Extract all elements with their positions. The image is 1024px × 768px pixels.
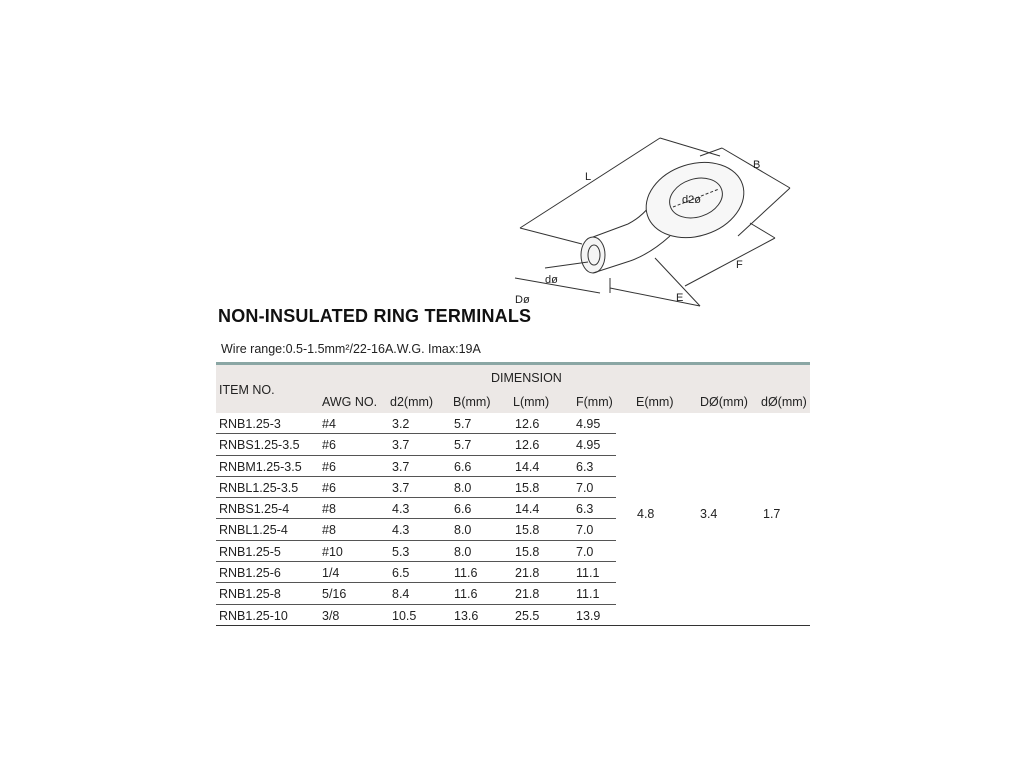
cell-l: 15.8 [515, 544, 540, 559]
cell-d2: 4.3 [392, 502, 410, 517]
cell-f: 4.95 [576, 417, 601, 431]
header-dD: DØ(mm) [700, 395, 748, 409]
table-row [216, 456, 810, 477]
table-row [216, 498, 810, 519]
cell-item: RNB1.25-6 [219, 566, 281, 581]
table-row [216, 583, 810, 604]
l-ext-right [660, 138, 720, 156]
cell-d2: 3.7 [392, 480, 410, 495]
cell-b: 8.0 [454, 544, 472, 559]
cell-f: 7.0 [576, 544, 594, 559]
cell-awg: #6 [322, 480, 336, 495]
header-awg: AWG NO. [322, 395, 378, 409]
cell-f: 4.95 [576, 438, 601, 453]
cell-awg: 3/8 [322, 608, 340, 623]
cell-b: 6.6 [454, 459, 472, 474]
label-d2: d2ø [682, 194, 701, 206]
cell-b: 11.6 [454, 566, 478, 581]
cell-l: 14.4 [515, 459, 540, 474]
cell-l: 12.6 [515, 417, 540, 431]
cell-l: 14.4 [515, 502, 540, 517]
cell-d2: 3.7 [392, 459, 410, 474]
table-row [216, 605, 810, 626]
cell-item: RNB1.25-8 [219, 587, 281, 602]
cell-d2: 4.3 [392, 523, 410, 538]
cell-item: RNB1.25-3 [219, 417, 281, 431]
header-f: F(mm) [576, 395, 613, 409]
table-body [216, 413, 810, 626]
e-dimension-line [610, 288, 700, 306]
b-ext-2 [738, 188, 790, 236]
header-item-no: ITEM NO. [219, 383, 275, 397]
header-dimension: DIMENSION [491, 371, 562, 385]
table-row [216, 541, 810, 562]
table-row [216, 477, 810, 498]
f-dimension-line [685, 238, 775, 286]
cell-l: 21.8 [515, 587, 540, 602]
cell-l: 15.8 [515, 480, 540, 495]
cell-d2: 5.3 [392, 544, 410, 559]
table-row [216, 434, 810, 455]
shared-dD-value: 3.4 [700, 507, 718, 521]
header-e: E(mm) [636, 395, 674, 409]
b-ext-1 [700, 148, 722, 156]
cell-awg: #4 [322, 417, 336, 431]
cell-item: RNB1.25-10 [219, 608, 288, 623]
label-e: E [676, 292, 684, 304]
shared-dd-value: 1.7 [763, 507, 781, 521]
cell-item: RNBL1.25-4 [219, 523, 288, 538]
f-ext [750, 223, 775, 238]
cell-b: 8.0 [454, 523, 472, 538]
cell-l: 25.5 [515, 608, 540, 623]
ring-terminal-diagram [490, 128, 820, 328]
cell-item: RNBL1.25-3.5 [219, 480, 299, 495]
header-dd: dØ(mm) [761, 395, 807, 409]
cell-awg: #8 [322, 502, 336, 517]
cell-b: 13.6 [454, 608, 479, 623]
row-divider [216, 625, 810, 626]
cell-d2: 3.7 [392, 438, 410, 453]
cell-b: 11.6 [454, 587, 478, 602]
table-header [216, 365, 810, 413]
cell-f: 7.0 [576, 480, 594, 495]
cell-l: 12.6 [515, 438, 540, 453]
barrel-end-outer [581, 237, 605, 273]
spec-table [216, 362, 810, 626]
cell-f: 6.3 [576, 459, 594, 474]
label-l: L [585, 171, 592, 183]
wire-range-text: Wire range:0.5-1.5mm²/22-16A.W.G. Imax:19A [221, 342, 481, 356]
cell-b: 8.0 [454, 480, 472, 495]
cell-item: RNB1.25-5 [219, 544, 281, 559]
cell-f: 6.3 [576, 502, 594, 517]
cell-d2: 3.2 [392, 417, 410, 431]
cell-d2: 6.5 [392, 566, 410, 581]
cell-item: RNBM1.25-3.5 [219, 459, 302, 474]
label-f: F [736, 259, 743, 271]
table-row [216, 413, 810, 434]
label-d: dø [545, 274, 558, 286]
cell-awg: 5/16 [322, 587, 347, 602]
header-b: B(mm) [453, 395, 491, 409]
table-row [216, 519, 810, 540]
cell-f: 11.1 [576, 566, 600, 581]
l-dimension-line [520, 138, 660, 228]
cell-item: RNBS1.25-3.5 [219, 438, 300, 453]
cell-l: 15.8 [515, 523, 540, 538]
table-row [216, 562, 810, 583]
header-d2: d2(mm) [390, 395, 434, 409]
d-inner-line [545, 262, 588, 268]
cell-f: 7.0 [576, 523, 594, 538]
label-dd: Dø [515, 294, 530, 306]
cell-d2: 8.4 [392, 587, 410, 602]
cell-awg: #10 [322, 544, 343, 559]
cell-awg: #6 [322, 438, 336, 453]
cell-d2: 10.5 [392, 608, 417, 623]
cell-l: 21.8 [515, 566, 540, 581]
page-title: NON-INSULATED RING TERMINALS [218, 306, 532, 326]
cell-f: 11.1 [576, 587, 600, 602]
cell-awg: 1/4 [322, 566, 340, 581]
label-b: B [753, 159, 761, 171]
header-l: L(mm) [513, 395, 550, 409]
cell-b: 6.6 [454, 502, 472, 517]
cell-item: RNBS1.25-4 [219, 502, 290, 517]
l-ext-left [520, 228, 582, 244]
cell-awg: #8 [322, 523, 336, 538]
cell-b: 5.7 [454, 417, 472, 431]
shared-e-value: 4.8 [637, 507, 655, 521]
cell-f: 13.9 [576, 608, 601, 623]
cell-b: 5.7 [454, 438, 472, 453]
cell-awg: #6 [322, 459, 336, 474]
